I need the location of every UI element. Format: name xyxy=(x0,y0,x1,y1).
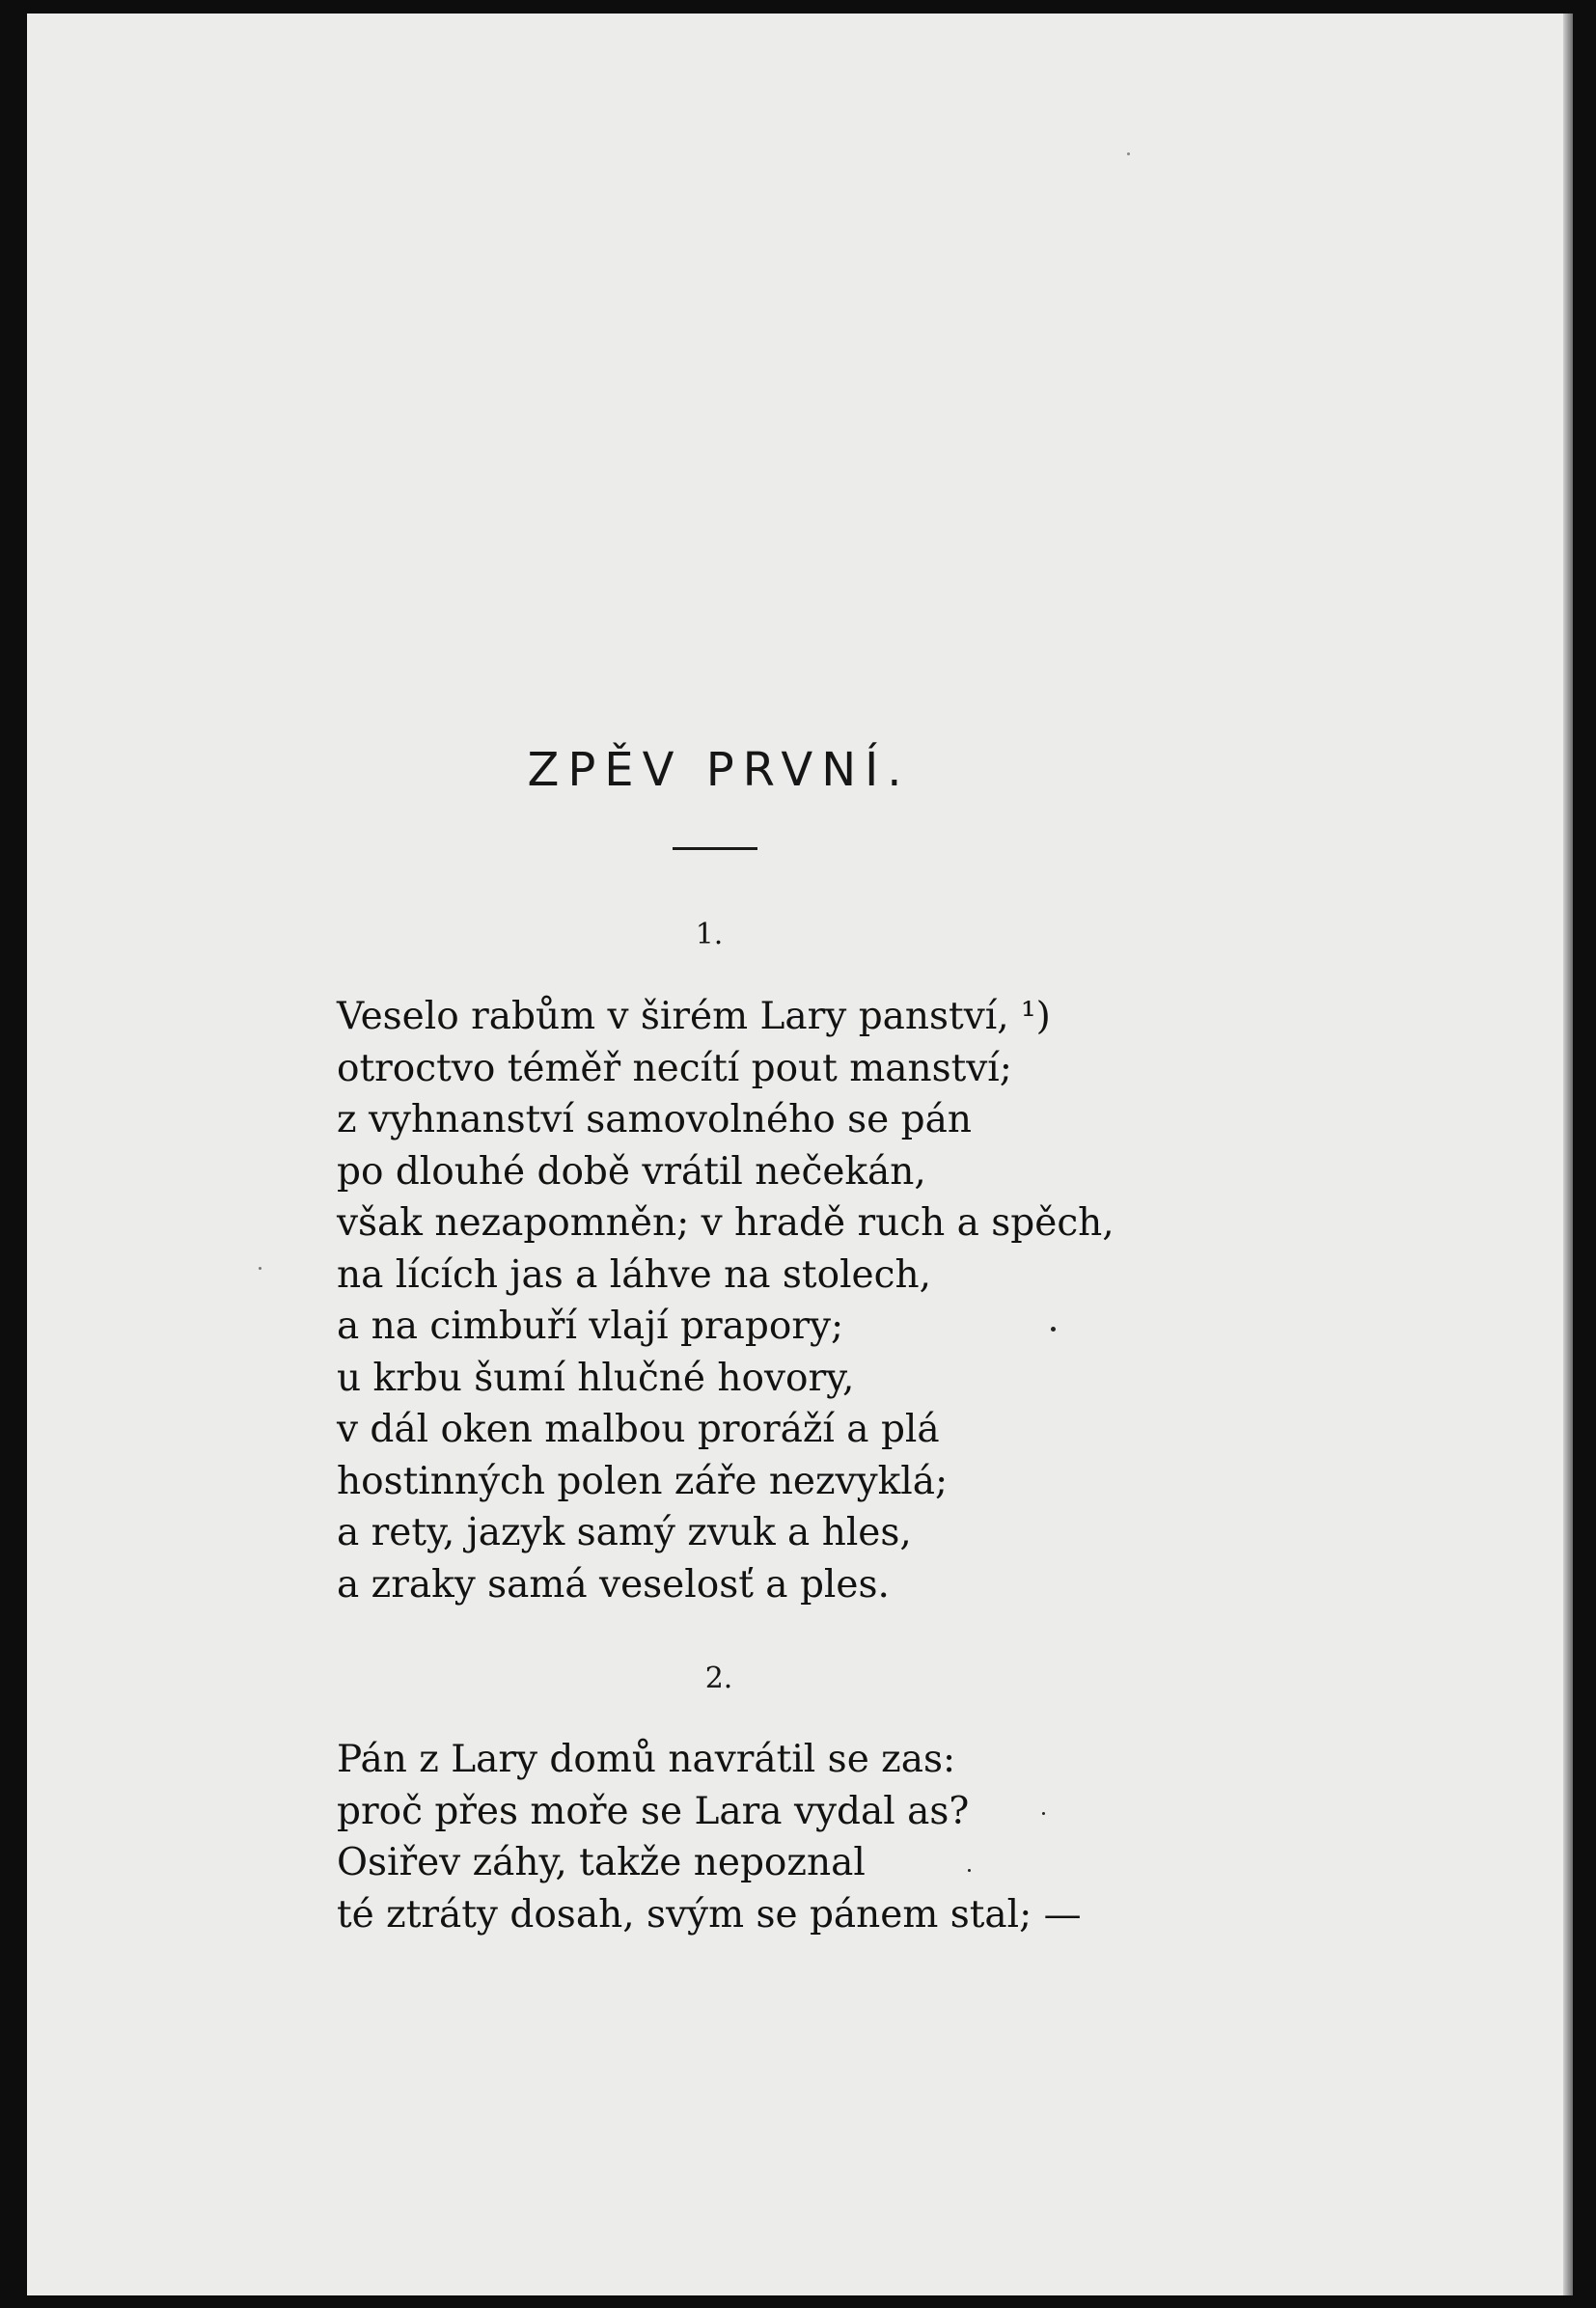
verse-line: však nezapomněn; v hradě ruch a spěch, xyxy=(337,1201,1114,1245)
verse-line: otroctvo téměř necítí pout manství; xyxy=(337,1046,1012,1090)
stanza-number-1: 1. xyxy=(695,918,724,951)
paper-speck xyxy=(1127,152,1130,155)
verse-line: Pán z Lary domů navrátil se zas: xyxy=(337,1738,956,1781)
page-edge-shadow xyxy=(1563,14,1573,2295)
paper-speck xyxy=(1042,1812,1045,1815)
canto-heading: ZPĚV PRVNÍ. xyxy=(527,743,911,797)
verse-line: Veselo rabům v širém Lary panství, ¹) xyxy=(337,995,1051,1038)
verse-line: té ztráty dosah, svým se pánem stal; — xyxy=(337,1892,1082,1937)
verse-line: z vyhnanství samovolného se pán xyxy=(337,1098,972,1141)
verse-line: a zraky samá veselosť a ples. xyxy=(337,1562,890,1607)
verse-line: a rety, jazyk samý zvuk a hles, xyxy=(337,1511,912,1554)
verse-line: po dlouhé době vrátil nečekán, xyxy=(337,1149,926,1194)
verse-line: Osiřev záhy, takže nepoznal xyxy=(337,1841,866,1884)
verse-line: hostinných polen záře nezvyklá; xyxy=(337,1459,949,1503)
verse-line: v dál oken malbou proráží a plá xyxy=(337,1408,940,1451)
stanza-2 xyxy=(337,1734,1082,1940)
stanza-1 xyxy=(337,991,1114,1610)
verse-line: na lících jas a láhve na stolech, xyxy=(337,1252,931,1297)
verse-line: a na cimbuří vlají prapory; xyxy=(337,1305,844,1348)
stanza-number-2: 2. xyxy=(704,1662,733,1695)
paper-speck xyxy=(968,1869,971,1872)
paper-speck xyxy=(259,1267,261,1270)
paper-speck xyxy=(1051,1327,1056,1332)
verse-line: u krbu šumí hlučné hovory, xyxy=(337,1356,855,1400)
heading-rule xyxy=(673,847,757,850)
verse-line: proč přes moře se Lara vydal as? xyxy=(337,1789,970,1833)
